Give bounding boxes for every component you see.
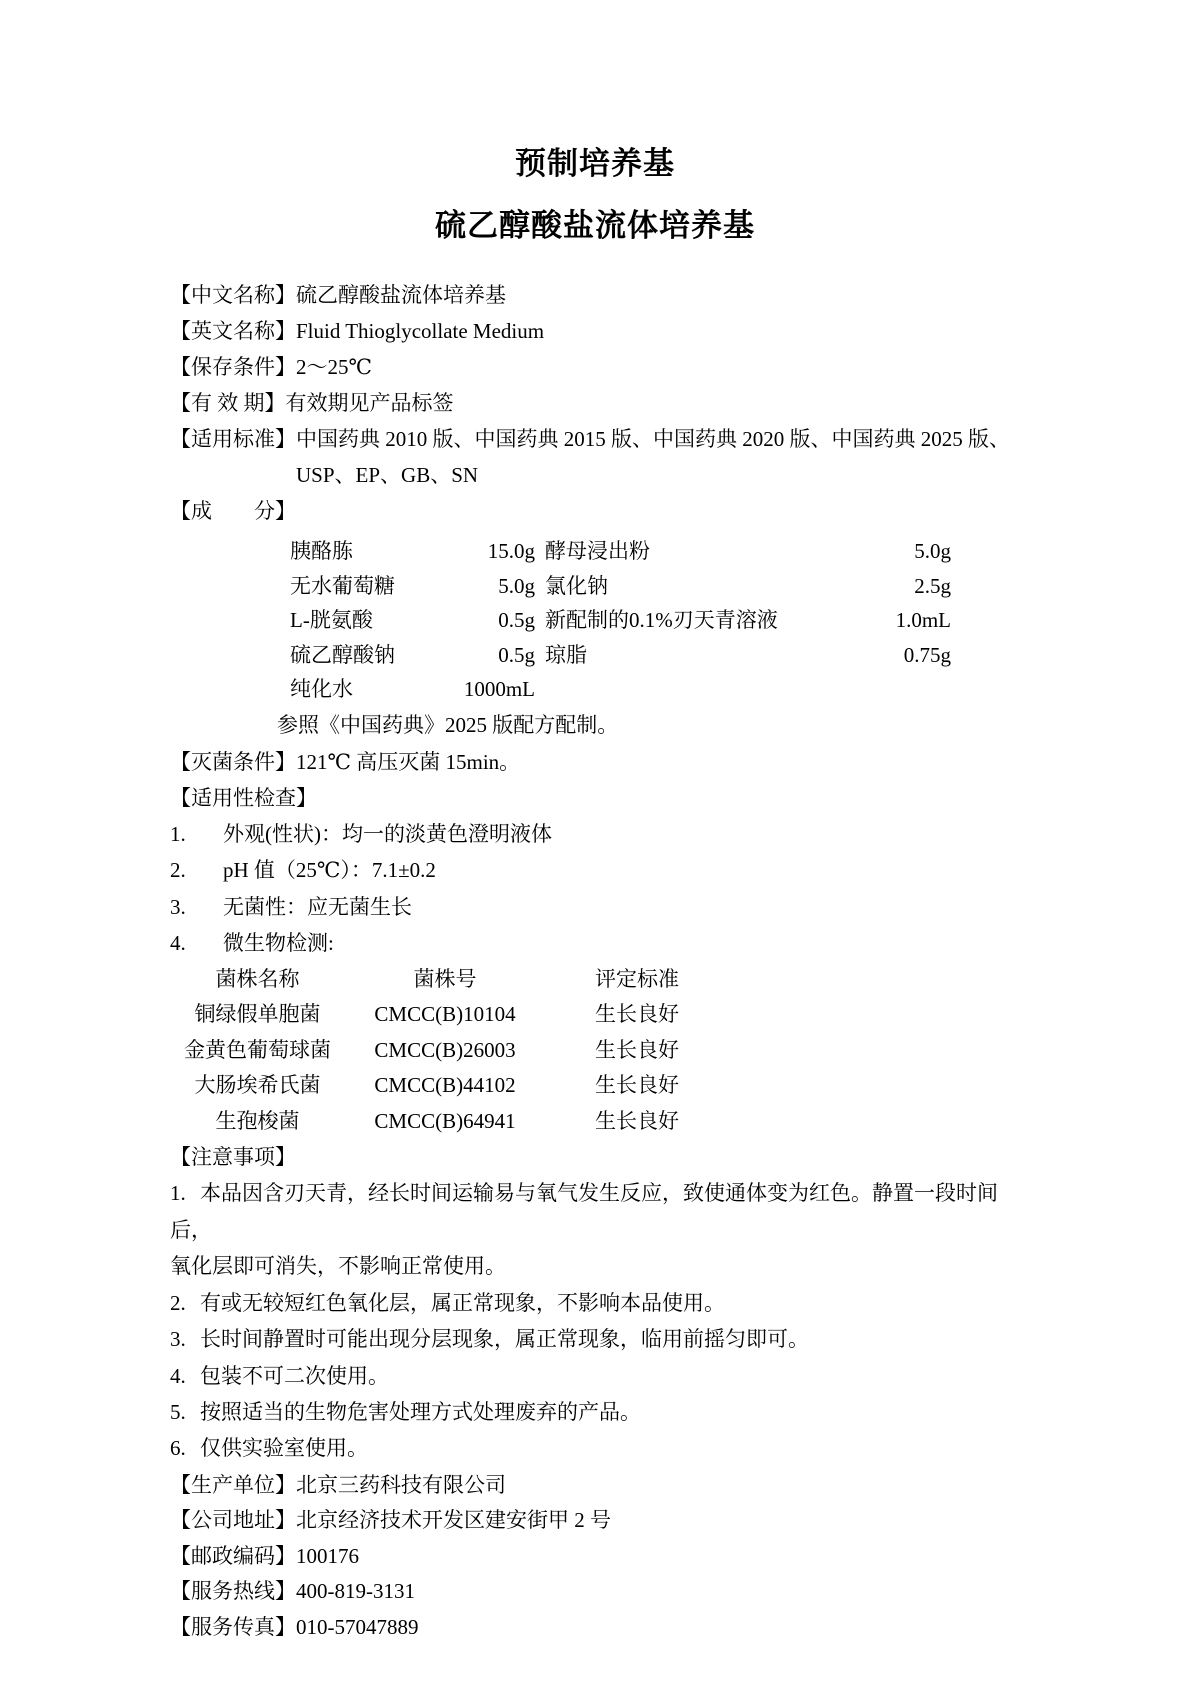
ingredient-qty: 5.0g (914, 539, 951, 563)
footer-section (170, 1468, 1020, 1646)
strain-table (170, 962, 1020, 1140)
producer-label: 【生产单位】 (170, 1472, 296, 1497)
item-number: 2. (170, 858, 186, 882)
strain-result: 生长良好 (595, 1108, 679, 1133)
composition-note: 参照《中国药典》2025 版配方配制。 (277, 712, 619, 737)
composition-row (290, 534, 1020, 569)
ingredient-name: L-胱氨酸 (290, 608, 373, 632)
strain-name: 铜绿假单胞菌 (194, 1002, 321, 1027)
strain-name-header: 菌株名称 (215, 966, 300, 991)
ingredient-name: 无水葡萄糖 (290, 573, 395, 598)
item-text: pH 值（25℃）：7.1±0.2 (223, 858, 436, 882)
en-name-value: Fluid Thioglycollate Medium (296, 319, 545, 343)
producer-line (170, 1468, 1020, 1504)
ingredient-qty: 5.0g (498, 573, 535, 598)
storage-line (170, 349, 1020, 385)
item-text: 外观(性状)：均一的淡黄色澄明液体 (223, 821, 552, 846)
note-text: 包装不可二次使用。 (200, 1363, 389, 1388)
note-number: 1. (170, 1181, 186, 1206)
note-number: 5. (170, 1399, 186, 1424)
postcode-label: 【邮政编码】 (170, 1543, 296, 1568)
strain-name: 大肠埃希氏菌 (194, 1073, 321, 1098)
strain-criteria-header: 评定标准 (595, 966, 679, 991)
note-text: 按照适当的生物危害处理方式处理废弃的产品。 (200, 1399, 641, 1424)
strain-table-header-row (170, 962, 1020, 998)
ingredient-name: 硫乙醇酸钠 (290, 642, 395, 667)
strain-table-row (170, 1033, 1020, 1069)
ingredient-name: 琼脂 (545, 642, 587, 667)
note-line (170, 1394, 1020, 1430)
ingredient-name: 新配制的0.1%刃天青溶液 (545, 608, 778, 632)
ingredient-qty: 15.0g (487, 539, 535, 563)
hotline-label: 【服务热线】 (170, 1579, 296, 1604)
strain-table-row (170, 1104, 1020, 1140)
strain-result: 生长良好 (595, 1002, 679, 1027)
precautions-heading: 【注意事项】 (170, 1145, 296, 1170)
item-number: 3. (170, 894, 186, 919)
ingredient-name: 胰酪胨 (290, 539, 353, 563)
composition-row (290, 638, 1020, 673)
item-text: 微生物检测: (223, 931, 334, 955)
hotline-line (170, 1574, 1020, 1610)
note-text: 有或无较短红色氧化层，属正常现象，不影响本品使用。 (200, 1290, 725, 1315)
composition-table (170, 534, 1020, 707)
note-number: 2. (170, 1290, 186, 1315)
composition-heading: 【成 分】 (170, 499, 296, 523)
hotline-value: 400-819-3131 (296, 1579, 415, 1604)
item-number: 4. (170, 931, 186, 955)
sterilization-value: 121℃ 高压灭菌 15min。 (296, 749, 521, 774)
producer-value: 北京三药科技有限公司 (296, 1472, 506, 1497)
composition-row (290, 569, 1020, 604)
note-number: 3. (170, 1327, 186, 1352)
expiry-value: 有效期见产品标签 (285, 391, 454, 415)
note-line (170, 1175, 1020, 1248)
standards-label: 【适用标准】 (170, 427, 296, 451)
check-item (170, 852, 1020, 889)
fax-label: 【服务传真】 (170, 1614, 296, 1639)
en-name-line (170, 313, 1020, 349)
strain-number: CMCC(B)44102 (374, 1073, 516, 1098)
standards-line (170, 421, 1020, 457)
note-number: 6. (170, 1436, 186, 1461)
suitability-heading: 【适用性检查】 (170, 785, 317, 810)
strain-table-row (170, 997, 1020, 1033)
item-text: 无菌性：应无菌生长 (223, 894, 412, 919)
storage-value: 2～25℃ (296, 355, 372, 379)
strain-name: 生孢梭菌 (215, 1108, 300, 1133)
postcode-value: 100176 (296, 1543, 359, 1568)
info-section (170, 277, 1020, 529)
precautions-list (170, 1175, 1020, 1466)
item-number: 1. (170, 821, 186, 846)
standards-value-1: 中国药典 2010 版、中国药典 2015 版、中国药典 2020 版、中国药典 2025 版、 (296, 427, 1010, 451)
expiry-label: 【有 效 期】 (170, 391, 286, 415)
sterilization-label: 【灭菌条件】 (170, 749, 296, 774)
strain-table-row (170, 1068, 1020, 1104)
page-title: 预制培养基 (515, 146, 675, 181)
note-line (170, 1321, 1020, 1357)
postcode-line (170, 1539, 1020, 1575)
composition-row (290, 672, 1020, 707)
ingredient-name: 纯化水 (290, 677, 353, 701)
strain-number: CMCC(B)64941 (374, 1108, 516, 1133)
note-text: 本品因含刃天青，经长时间运输易与氧气发生反应，致使通体变为红色。静置一段时间后， (170, 1181, 998, 1242)
cn-name-value: 硫乙醇酸盐流体培养基 (296, 283, 506, 307)
ingredient-qty: 1.0mL (895, 608, 951, 632)
standards-line-2: USP、EP、GB、SN (296, 463, 479, 487)
note-text: 仅供实验室使用。 (200, 1436, 368, 1461)
strain-number: CMCC(B)10104 (374, 1002, 516, 1027)
strain-number: CMCC(B)26003 (374, 1037, 516, 1062)
note-line (170, 1285, 1020, 1321)
en-name-label: 【英文名称】 (170, 319, 296, 343)
cn-name-line (170, 277, 1020, 313)
note-line (170, 1358, 1020, 1394)
fax-value: 010-57047889 (296, 1614, 419, 1639)
ingredient-qty (835, 672, 951, 707)
ingredient-qty: 0.75g (903, 642, 951, 667)
note-line (170, 1430, 1020, 1466)
page-subtitle: 硫乙醇酸盐流体培养基 (435, 208, 755, 243)
ingredient-name: 氯化钠 (545, 573, 608, 598)
address-label: 【公司地址】 (170, 1508, 296, 1533)
fax-line (170, 1610, 1020, 1646)
composition-row (290, 603, 1020, 638)
cn-name-label: 【中文名称】 (170, 283, 296, 307)
sterilization-line (170, 744, 1020, 780)
ingredient-qty: 0.5g (498, 608, 535, 632)
strain-result: 生长良好 (595, 1073, 679, 1098)
check-item (170, 925, 1020, 962)
note-line-continued: 氧化层即可消失，不影响正常使用。 (170, 1254, 506, 1279)
ingredient-name (545, 672, 835, 707)
ingredient-qty: 2.5g (914, 573, 951, 598)
note-number: 4. (170, 1363, 186, 1388)
ingredient-name: 酵母浸出粉 (545, 539, 650, 563)
check-item (170, 816, 1020, 853)
strain-result: 生长良好 (595, 1037, 679, 1062)
check-item (170, 889, 1020, 926)
storage-label: 【保存条件】 (170, 355, 296, 379)
address-value: 北京经济技术开发区建安街甲 2 号 (296, 1508, 611, 1533)
strain-number-header: 菌株号 (413, 966, 477, 991)
ingredient-qty: 1000mL (463, 677, 535, 701)
strain-name: 金黄色葡萄球菌 (184, 1037, 331, 1062)
expiry-line (170, 385, 1020, 421)
suitability-items (170, 816, 1020, 962)
ingredient-qty: 0.5g (498, 642, 535, 667)
note-text: 长时间静置时可能出现分层现象，属正常现象，临用前摇匀即可。 (200, 1327, 809, 1352)
address-line (170, 1503, 1020, 1539)
